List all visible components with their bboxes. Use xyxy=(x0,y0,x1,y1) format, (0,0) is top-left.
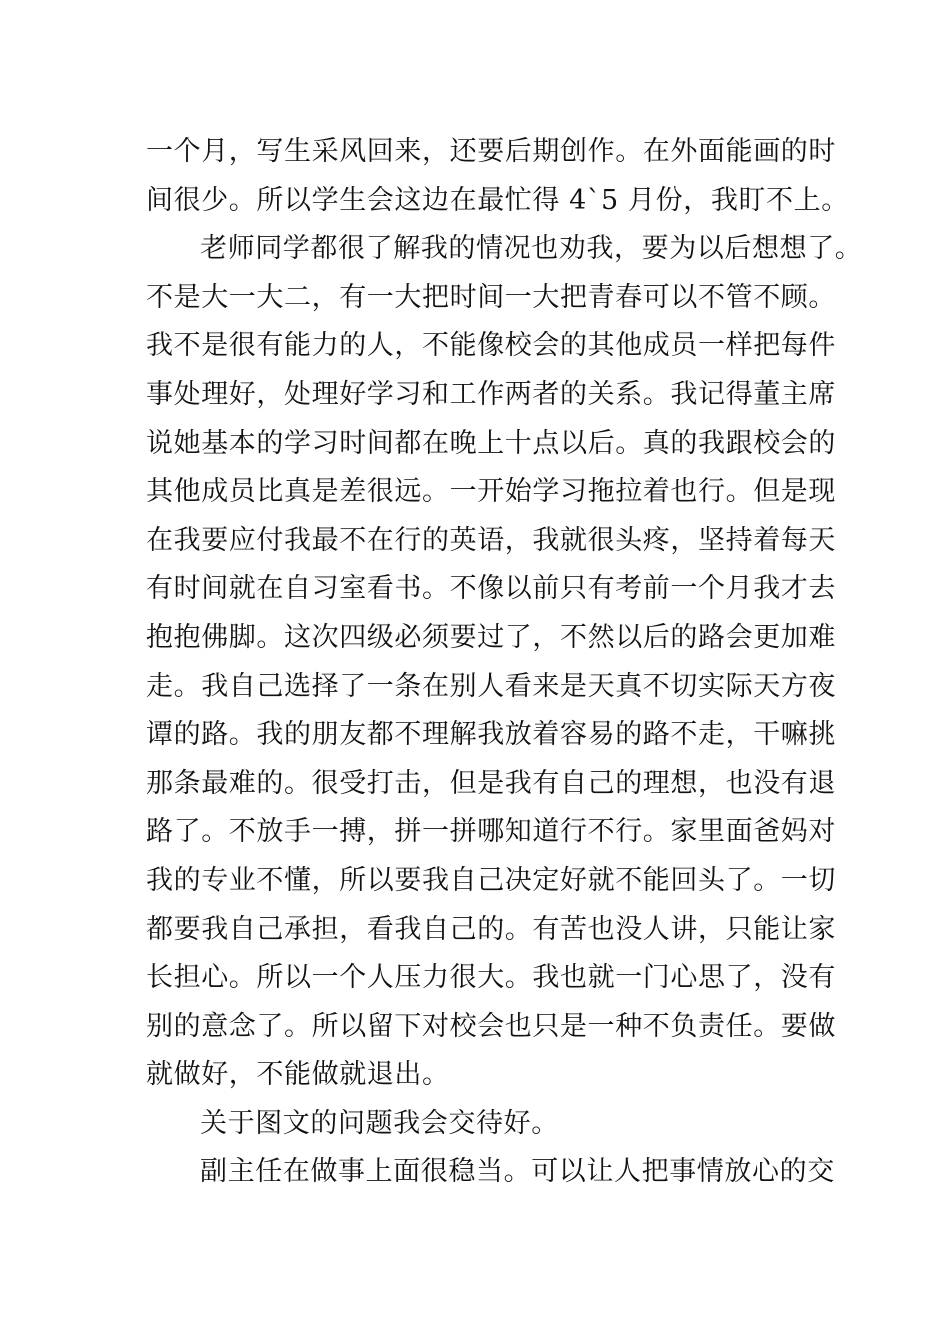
text-line: 有时间就在自习室看书。不像以前只有考前一个月我才去 xyxy=(146,573,836,605)
text-line: 关于图文的问题我会交待好。 xyxy=(200,1107,559,1139)
text-line: 那条最难的。很受打击，但是我有自己的理想，也没有退 xyxy=(146,767,836,799)
text-line: 副主任在做事上面很稳当。可以让人把事情放心的交 xyxy=(200,1156,835,1188)
body-text xyxy=(146,128,863,1197)
text-line: 都要我自己承担，看我自己的。有苦也没人讲，只能让家 xyxy=(146,913,836,945)
text-line: 就做好，不能做就退出。 xyxy=(146,1059,450,1091)
text-line: 一个月，写生采风回来，还要后期创作。在外面能画的时 xyxy=(146,136,836,167)
text-line: 我不是很有能力的人，不能像校会的其他成员一样把每件 xyxy=(146,330,836,362)
text-line: 事处理好，处理好学习和工作两者的关系。我记得董主席 xyxy=(146,378,836,410)
text-line: 不是大一大二，有一大把时间一大把青春可以不管不顾。 xyxy=(146,281,836,313)
text-line: 路了。不放手一搏，拼一拼哪知道行不行。家里面爸妈对 xyxy=(146,816,836,848)
text-line: 在我要应付我最不在行的英语，我就很头疼，坚持着每天 xyxy=(146,524,836,556)
text-line: 长担心。所以一个人压力很大。我也就一门心思了，没有 xyxy=(146,962,836,994)
text-line: 抱抱佛脚。这次四级必须要过了，不然以后的路会更加难 xyxy=(146,621,836,653)
text-line: 间很少。所以学生会这边在最忙得 4`5 月份，我盯不上。 xyxy=(146,184,849,216)
text-line: 我的专业不懂，所以要我自己决定好就不能回头了。一切 xyxy=(146,864,836,896)
text-line: 谭的路。我的朋友都不理解我放着容易的路不走，干嘛挑 xyxy=(146,719,836,751)
text-line: 别的意念了。所以留下对校会也只是一种不负责任。要做 xyxy=(146,1010,836,1042)
text-line: 走。我自己选择了一条在别人看来是天真不切实际天方夜 xyxy=(146,670,836,702)
text-line: 其他成员比真是差很远。一开始学习拖拉着也行。但是现 xyxy=(146,476,836,508)
text-line: 老师同学都很了解我的情况也劝我，要为以后想想了。 xyxy=(200,233,863,265)
text-line: 说她基本的学习时间都在晚上十点以后。真的我跟校会的 xyxy=(146,427,836,459)
